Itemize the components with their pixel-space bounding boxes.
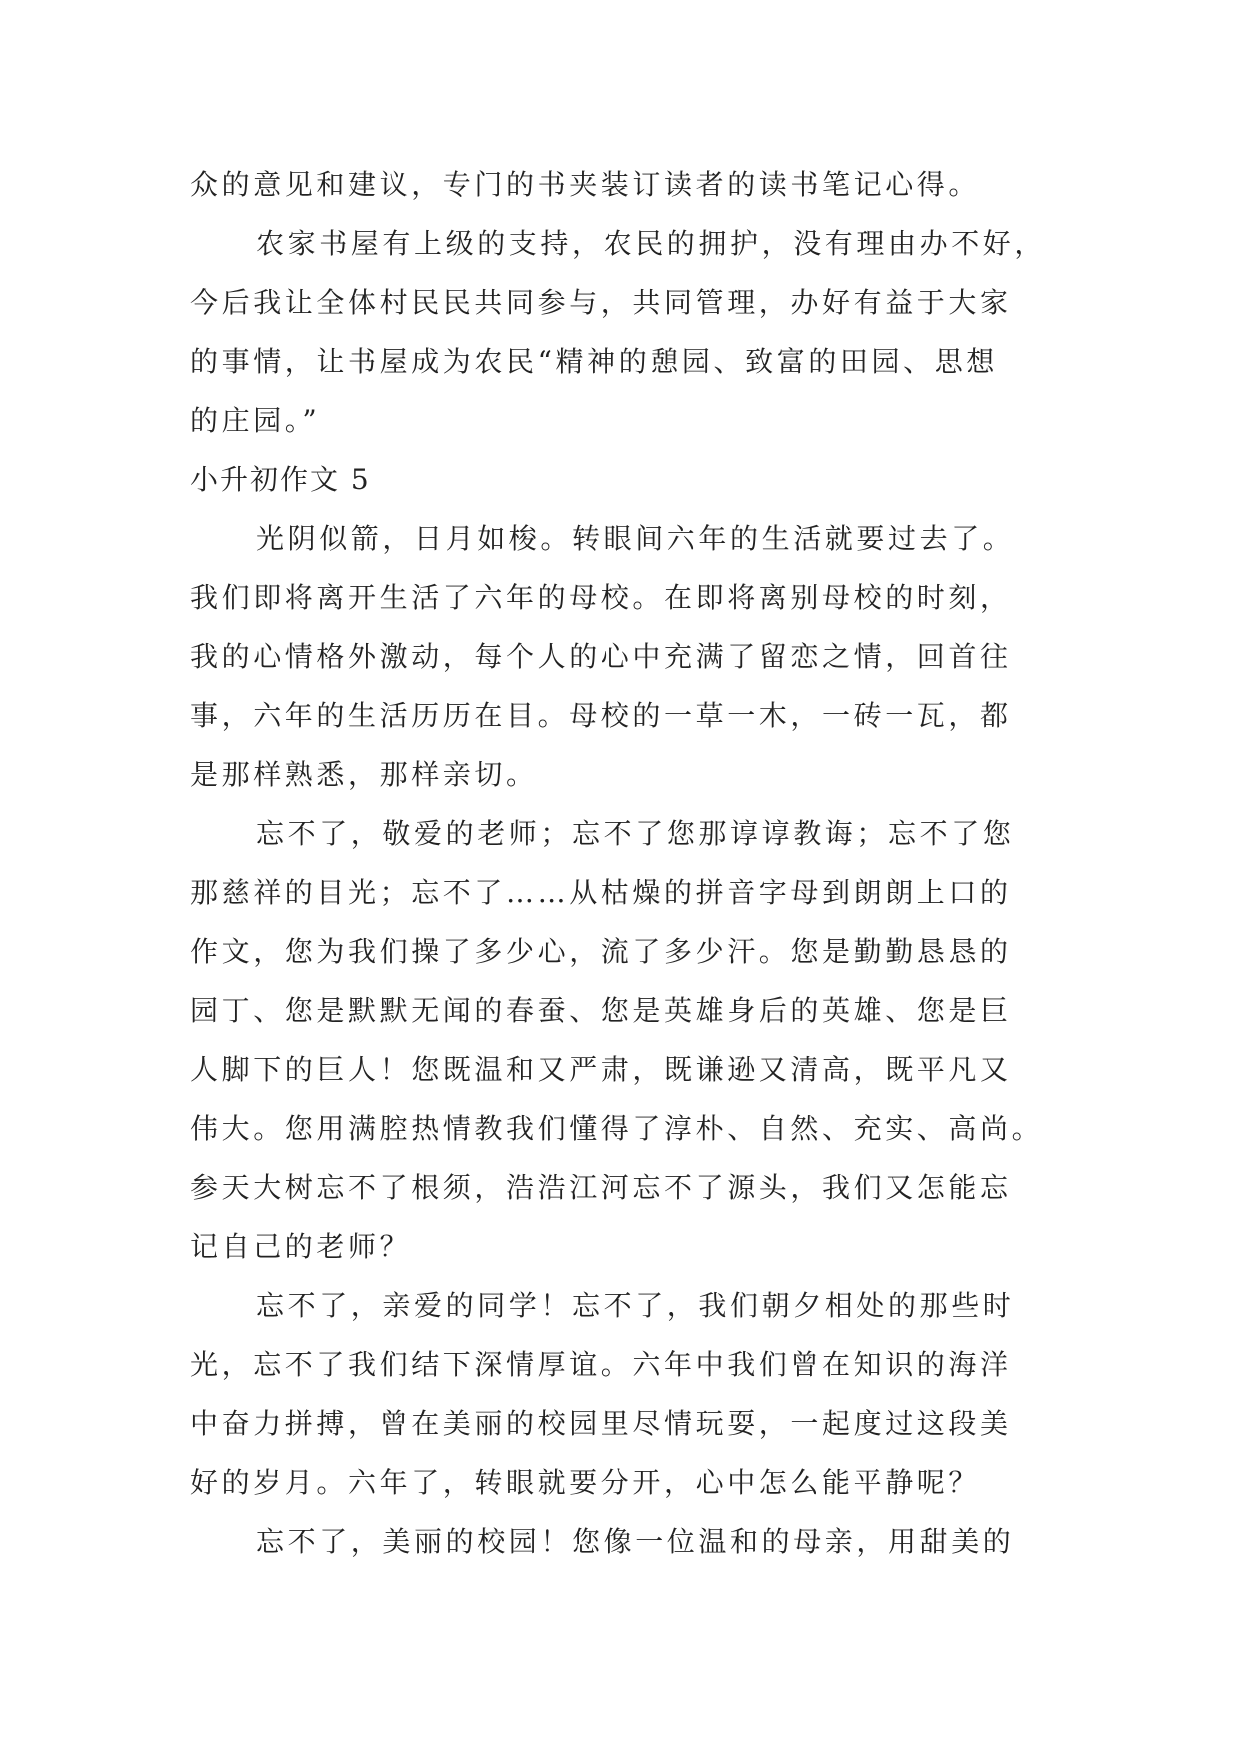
section-heading: 小升初作文 5 bbox=[190, 463, 371, 496]
text-line: 事，六年的生活历历在目。母校的一草一木，一砖一瓦，都 bbox=[190, 699, 1012, 732]
text-line: 今后我让全体村民民共同参与，共同管理，办好有益于大家 bbox=[190, 286, 1012, 319]
text-line: 作文，您为我们操了多少心，流了多少汗。您是勤勤恳恳的 bbox=[190, 935, 1012, 968]
text-line: 的庄园。” bbox=[190, 404, 321, 437]
text-line: 我们即将离开生活了六年的母校。在即将离别母校的时刻， bbox=[190, 581, 1012, 614]
text-line: 众的意见和建议，专门的书夹装订读者的读书笔记心得。 bbox=[190, 168, 981, 201]
text-line: 我的心情格外激动，每个人的心中充满了留恋之情，回首往 bbox=[190, 640, 1012, 673]
paragraph-start: 忘不了，美丽的校园！您像一位温和的母亲，用甜美的 bbox=[256, 1525, 1015, 1558]
text-line: 人脚下的巨人！您既温和又严肃，既谦逊又清高，既平凡又 bbox=[190, 1053, 1012, 1086]
text-line: 是那样熟悉，那样亲切。 bbox=[190, 758, 538, 791]
text-line: 的事情，让书屋成为农民“精神的憩园、致富的田园、思想 bbox=[190, 345, 998, 378]
text-line: 园丁、您是默默无闻的春蚕、您是英雄身后的英雄、您是巨 bbox=[190, 994, 1012, 1027]
paragraph-start: 忘不了，敬爱的老师；忘不了您那谆谆教诲；忘不了您 bbox=[256, 817, 1015, 850]
paragraph-start: 光阴似箭，日月如梭。转眼间六年的生活就要过去了。 bbox=[256, 522, 1015, 555]
text-line: 好的岁月。六年了，转眼就要分开，心中怎么能平静呢？ bbox=[190, 1466, 981, 1499]
text-line: 参天大树忘不了根须，浩浩江河忘不了源头，我们又怎能忘 bbox=[190, 1171, 1012, 1204]
text-line: 伟大。您用满腔热情教我们懂得了淳朴、自然、充实、高尚。 bbox=[190, 1112, 1044, 1145]
document-body bbox=[190, 155, 1070, 1571]
text-line: 光，忘不了我们结下深情厚谊。六年中我们曾在知识的海洋 bbox=[190, 1348, 1012, 1381]
text-line: 中奋力拼搏，曾在美丽的校园里尽情玩耍，一起度过这段美 bbox=[190, 1407, 1012, 1440]
paragraph-start: 忘不了，亲爱的同学！忘不了，我们朝夕相处的那些时 bbox=[256, 1289, 1015, 1322]
paragraph-start: 农家书屋有上级的支持，农民的拥护，没有理由办不好， bbox=[256, 227, 1047, 260]
text-line: 那慈祥的目光；忘不了……从枯燥的拼音字母到朗朗上口的 bbox=[190, 876, 1012, 909]
text-line: 记自己的老师？ bbox=[190, 1230, 412, 1263]
